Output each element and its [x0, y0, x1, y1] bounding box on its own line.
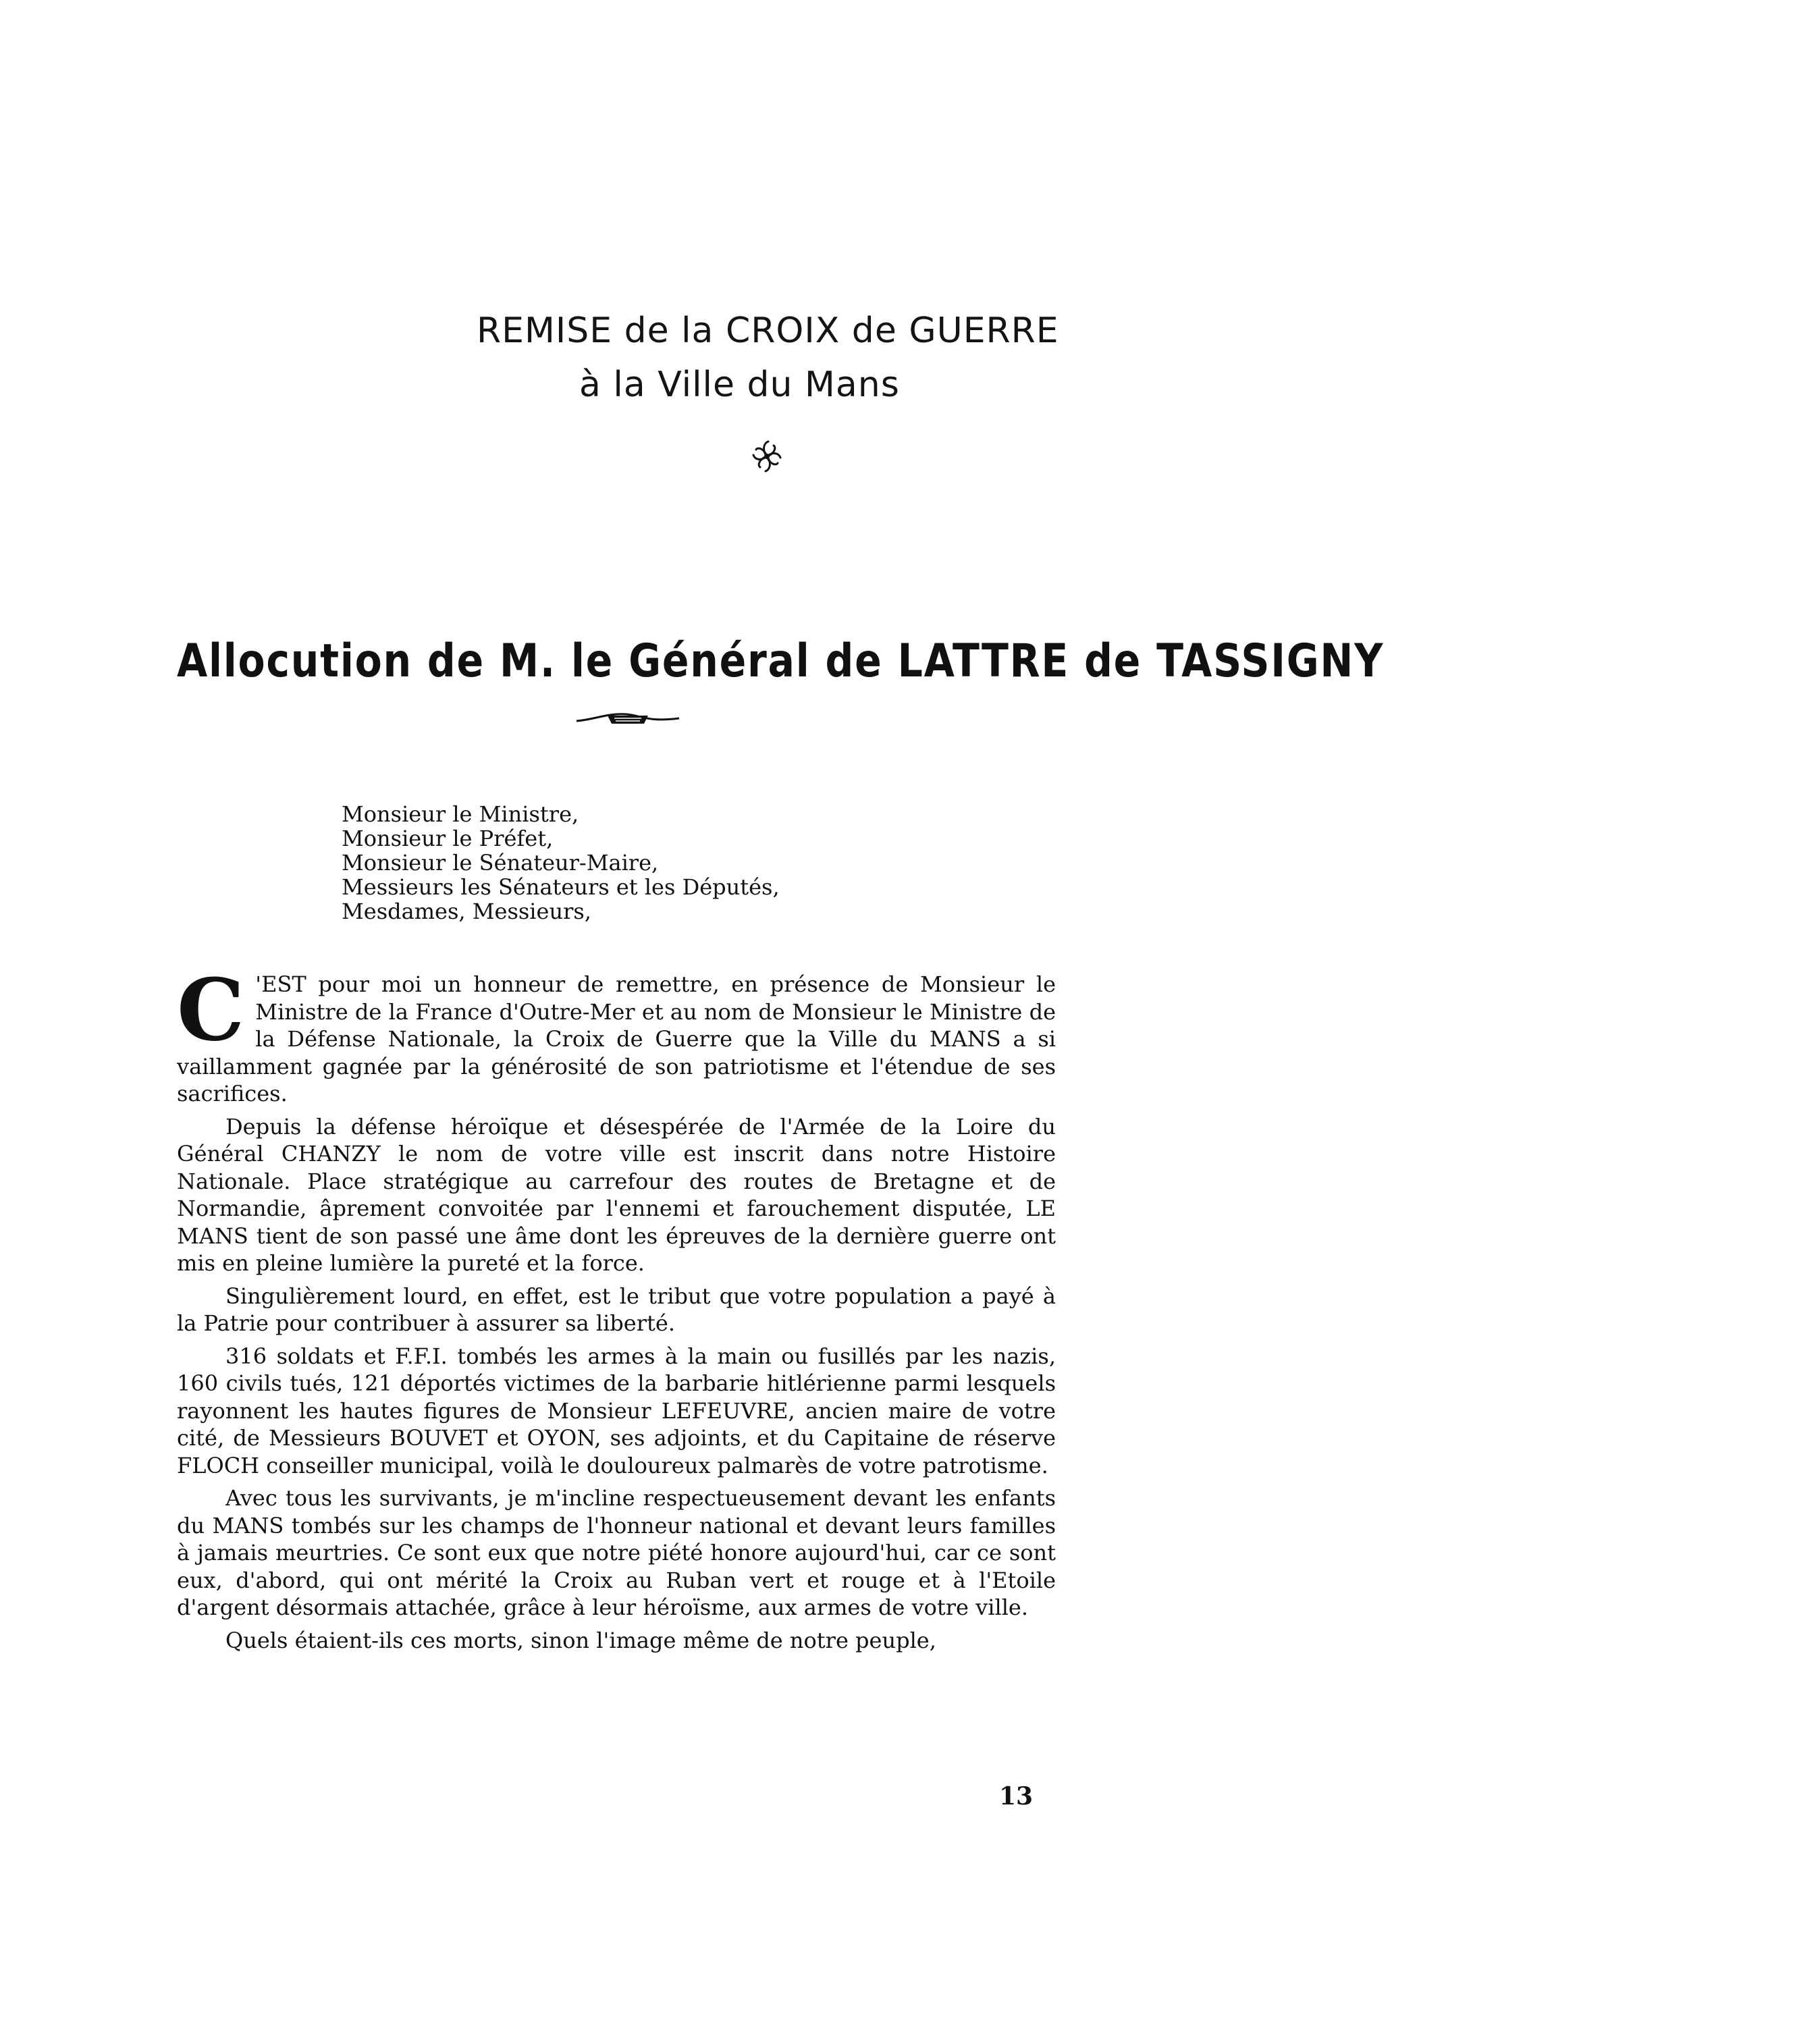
drop-cap: C — [177, 960, 245, 1060]
page-number: 13 — [999, 1782, 1034, 1811]
paragraph: Depuis la défense héroïque et désespérée de l'Armée de la Loire du Général CHANZY le nom de votre ville est inscrit dans notre Histoire Nationale. Place stratégique au carrefour des routes de Bretagne et de Normandie, âprement convoitée par l'ennemi et farouchement disputée, LE MANS tient de son passé une âme dont les épreuves de la dernière guerre ont mis en pleine lumière la pureté et la force. — [177, 1113, 1056, 1276]
salutation-line: Monsieur le Sénateur-Maire, — [342, 850, 659, 876]
paragraph: Avec tous les survivants, je m'incline respectueusement devant les enfants du MANS tombés sur les champs de l'honneur national et devant leurs familles à jamais meurtries. Ce sont eux que notre piété honore aujourd'hui, car ce sont eux, d'abord, qui ont mérité la Croix au Ruban vert et rouge et à l'Etoile d'argent désormais attachée, grâce à leur héroïsme, aux armes de votre ville. — [177, 1485, 1056, 1620]
flower-ornament-icon — [748, 437, 786, 475]
salutation-line: Monsieur le Ministre, — [342, 801, 579, 827]
speech-body — [177, 960, 1056, 1659]
speech-heading: Allocution de M. le Général de LATTRE de TASSIGNY — [177, 635, 1385, 688]
salutation-line: Messieurs les Sénateurs et les Députés, — [342, 874, 780, 900]
salutation-line: Mesdames, Messieurs, — [342, 899, 591, 924]
document-title-line2: à la Ville du Mans — [579, 365, 900, 405]
salutations-block — [342, 802, 780, 923]
flourish-ornament-icon — [574, 707, 682, 730]
paragraph — [177, 960, 1056, 1108]
paragraph-text: 'EST pour moi un honneur de remettre, en présence de Monsieur le Ministre de la France d'Outre-Mer et au nom de Monsieur le Ministre de la Défense Nationale, la Croix de Guerre que la Ville du MANS a si vaillamment gagnée par la générosité de son patriotisme et l'étendue de ses sacrifices. — [177, 971, 1056, 1106]
salutation-line: Monsieur le Préfet, — [342, 826, 554, 851]
paragraph: Quels étaient-ils ces morts, sinon l'image même de notre peuple, — [225, 1627, 936, 1653]
paragraph: 316 soldats et F.F.I. tombés les armes à la main ou fusillés par les nazis, 160 civils tués, 121 déportés victimes de la barbarie hitlérienne parmi lesquels rayonnent les hautes figures de Monsieur LEFEUVRE, ancien maire de votre cité, de Messieurs BOUVET et OYON, ses adjoints, et du Capitaine de réserve FLOCH conseiller municipal, voilà le douloureux palmarès de votre patrotisme. — [177, 1343, 1056, 1478]
document-title-line1: REMISE de la CROIX de GUERRE — [477, 311, 1059, 351]
paragraph: Singulièrement lourd, en effet, est le tribut que votre population a payé à la Patrie pour contribuer à assurer sa liberté. — [177, 1283, 1056, 1336]
